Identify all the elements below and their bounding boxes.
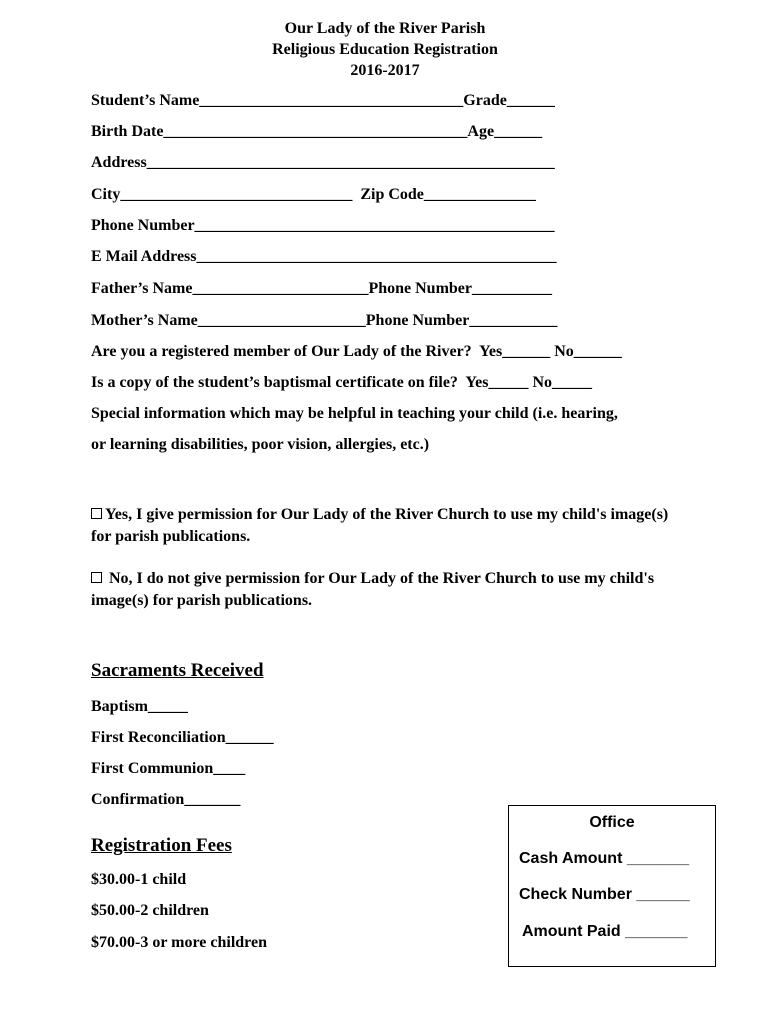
- registration-fees-heading: Registration Fees: [91, 835, 232, 856]
- baptism-field[interactable]: Baptism_____: [91, 698, 188, 715]
- permission-yes-text: Yes, I give permission for Our Lady of the River Church to use my child's image(s) for parish publications.: [91, 506, 669, 545]
- birth-date-field[interactable]: Birth Date______________________________________Age______: [91, 123, 543, 140]
- first-communion-field[interactable]: First Communion____: [91, 760, 246, 777]
- city-zip-field[interactable]: City_____________________________ Zip Code______________: [91, 186, 536, 203]
- permission-yes-option[interactable]: [91, 504, 691, 548]
- permission-no-text: No, I do not give permission for Our Lady of the River Church to use my child's image(s) for parish publications.: [91, 570, 655, 609]
- fee-one-child: $30.00-1 child: [91, 871, 187, 888]
- cash-amount-field[interactable]: Cash Amount _______: [519, 850, 690, 867]
- baptismal-certificate-question[interactable]: Is a copy of the student’s baptismal certificate on file? Yes_____ No_____: [91, 374, 592, 391]
- amount-paid-field[interactable]: Amount Paid _______: [522, 923, 688, 940]
- mother-name-field[interactable]: Mother’s Name_____________________Phone Number___________: [91, 312, 558, 329]
- fee-two-children: $50.00-2 children: [91, 902, 209, 919]
- checkbox-icon[interactable]: [91, 572, 102, 583]
- first-reconciliation-field[interactable]: First Reconciliation______: [91, 729, 274, 746]
- form-title: Religious Education Registration: [272, 41, 498, 58]
- office-use-box: [508, 805, 716, 967]
- form-header: [0, 18, 770, 81]
- email-address-field[interactable]: E Mail Address_____________________________________________: [91, 248, 557, 265]
- phone-number-field[interactable]: Phone Number_____________________________________________: [91, 217, 555, 234]
- special-information-line2: or learning disabilities, poor vision, allergies, etc.): [91, 436, 430, 453]
- school-year: 2016-2017: [350, 62, 420, 79]
- fee-three-children: $70.00-3 or more children: [91, 934, 267, 951]
- sacraments-heading: Sacraments Received: [91, 660, 264, 681]
- student-name-field[interactable]: Student’s Name_________________________________Grade______: [91, 92, 555, 109]
- parish-name: Our Lady of the River Parish: [284, 20, 486, 37]
- special-information-line1: Special information which may be helpful in teaching your child (i.e. hearing,: [91, 405, 618, 422]
- checkbox-icon[interactable]: [91, 508, 102, 519]
- check-number-field[interactable]: Check Number ______: [519, 886, 690, 903]
- registered-member-question[interactable]: Are you a registered member of Our Lady of the River? Yes______ No______: [91, 343, 622, 360]
- address-field[interactable]: Address___________________________________________________: [91, 154, 555, 171]
- permission-no-option[interactable]: [91, 568, 691, 612]
- father-name-field[interactable]: Father’s Name______________________Phone Number__________: [91, 280, 552, 297]
- office-title: Office: [589, 814, 635, 831]
- confirmation-field[interactable]: Confirmation_______: [91, 791, 241, 808]
